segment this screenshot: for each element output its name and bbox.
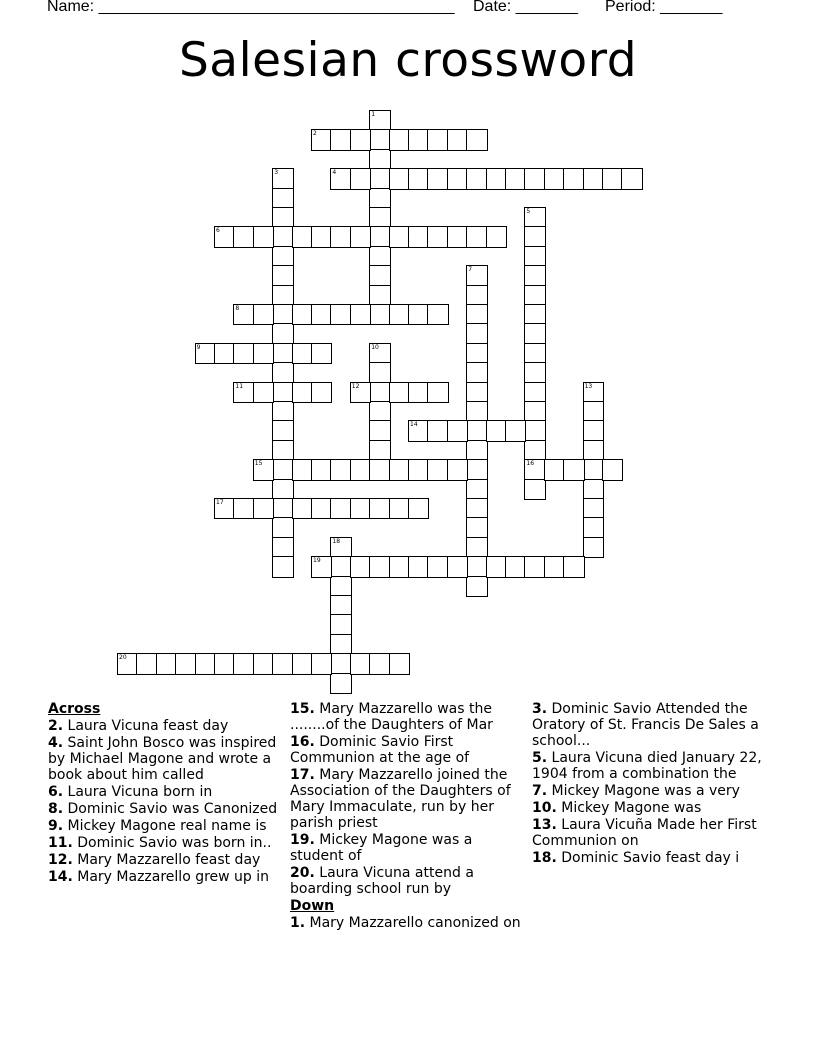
grid-cell[interactable] xyxy=(272,285,293,306)
cell-number: 3 xyxy=(274,169,279,177)
clue-number: 7. xyxy=(532,783,548,799)
grid-cell[interactable] xyxy=(272,498,293,519)
grid-cell[interactable] xyxy=(311,459,332,480)
clue-number: 8. xyxy=(48,801,64,817)
grid-cell[interactable] xyxy=(583,459,604,480)
grid-cell[interactable] xyxy=(195,653,216,674)
grid-cell[interactable] xyxy=(427,556,448,577)
clue-number: 13. xyxy=(532,817,557,833)
grid-cell[interactable] xyxy=(583,537,604,558)
grid-cell[interactable] xyxy=(466,304,487,325)
clue-number: 14. xyxy=(48,869,73,885)
grid-cell[interactable] xyxy=(272,188,293,209)
grid-cell[interactable] xyxy=(408,304,429,325)
grid-cell[interactable] xyxy=(272,362,293,383)
grid-cell[interactable] xyxy=(563,168,584,189)
grid-cell[interactable] xyxy=(253,653,274,674)
grid-cell[interactable] xyxy=(272,556,293,577)
grid-cell[interactable] xyxy=(272,517,293,538)
clue-text: Dominic Savio was Canonized xyxy=(63,801,278,817)
grid-cell[interactable] xyxy=(330,459,351,480)
grid-cell[interactable] xyxy=(272,420,293,441)
grid-cell[interactable] xyxy=(272,653,293,674)
cell-number: 6 xyxy=(216,227,220,235)
grid-cell[interactable] xyxy=(466,401,487,422)
clue-number: 5. xyxy=(532,750,548,766)
grid-cell[interactable] xyxy=(544,168,565,189)
grid-cell[interactable] xyxy=(447,420,468,441)
grid-cell[interactable] xyxy=(350,129,371,150)
grid-cell[interactable] xyxy=(272,459,293,480)
grid-cell[interactable] xyxy=(486,226,507,247)
grid-cell[interactable] xyxy=(389,459,410,480)
grid-cell[interactable] xyxy=(524,343,545,364)
grid-cell[interactable] xyxy=(524,226,545,247)
clue-number: 3. xyxy=(532,701,548,717)
grid-cell[interactable] xyxy=(233,653,254,674)
grid-cell[interactable] xyxy=(389,129,410,150)
grid-cell[interactable] xyxy=(253,498,274,519)
grid-cell[interactable] xyxy=(369,401,390,422)
down-heading: Down xyxy=(290,898,335,914)
clue-item xyxy=(290,865,526,897)
clue-text: Mary Mazzarello feast day xyxy=(72,852,261,868)
grid-cell[interactable] xyxy=(233,343,254,364)
across-heading: Across xyxy=(48,701,101,717)
grid-cell[interactable] xyxy=(389,226,410,247)
grid-cell[interactable] xyxy=(369,129,390,150)
grid-cell[interactable] xyxy=(233,226,254,247)
grid-cell[interactable] xyxy=(621,168,642,189)
grid-cell[interactable] xyxy=(311,498,332,519)
grid-cell[interactable] xyxy=(447,168,468,189)
grid-cell[interactable] xyxy=(544,459,565,480)
clue-text: Dominic Savio Attended the Oratory of St. Francis De Sales a school... xyxy=(532,701,759,749)
grid-cell[interactable] xyxy=(272,382,293,403)
grid-cell[interactable] xyxy=(524,362,545,383)
grid-cell[interactable] xyxy=(486,168,507,189)
grid-cell[interactable] xyxy=(466,479,487,500)
grid-cell[interactable] xyxy=(583,168,604,189)
clue-text: Mary Mazzarello was the ........of the Daughters of Mar xyxy=(290,701,493,733)
grid-cell[interactable] xyxy=(466,576,487,597)
grid-cell[interactable] xyxy=(427,382,448,403)
clue-number: 18. xyxy=(532,850,557,866)
grid-cell[interactable] xyxy=(214,343,235,364)
clue-text: Laura Vicuna died January 22, 1904 from a combination the xyxy=(532,750,762,782)
grid-cell[interactable] xyxy=(408,556,429,577)
clue-text: Laura Vicuna born in xyxy=(63,784,213,800)
clue-number: 10. xyxy=(532,800,557,816)
grid-cell[interactable] xyxy=(524,556,545,577)
clue-text: Mickey Magone was a very xyxy=(547,783,740,799)
grid-cell[interactable] xyxy=(311,653,332,674)
grid-cell[interactable] xyxy=(233,498,254,519)
grid-cell[interactable] xyxy=(524,440,545,461)
clue-item xyxy=(48,818,286,834)
grid-cell[interactable] xyxy=(253,343,274,364)
grid-cell[interactable] xyxy=(369,653,390,674)
grid-cell[interactable] xyxy=(253,226,274,247)
grid-cell[interactable] xyxy=(369,149,390,170)
grid-cell[interactable] xyxy=(389,304,410,325)
grid-cell[interactable] xyxy=(466,537,487,558)
clue-number: 20. xyxy=(290,865,315,881)
grid-cell[interactable] xyxy=(330,304,351,325)
cell-number: 12 xyxy=(351,382,360,390)
grid-cell[interactable] xyxy=(466,382,487,403)
clue-number: 2. xyxy=(48,718,64,734)
grid-cell[interactable] xyxy=(136,653,157,674)
grid-cell[interactable] xyxy=(272,265,293,286)
grid-cell[interactable] xyxy=(292,304,313,325)
clues-column-1 xyxy=(48,701,286,886)
clue-number: 12. xyxy=(48,852,73,868)
grid-cell[interactable] xyxy=(447,226,468,247)
grid-cell[interactable] xyxy=(408,459,429,480)
grid-cell[interactable] xyxy=(524,304,545,325)
grid-cell[interactable] xyxy=(466,498,487,519)
grid-cell[interactable] xyxy=(524,420,545,441)
clue-item xyxy=(48,718,286,734)
clue-number: 16. xyxy=(290,734,315,750)
grid-cell[interactable] xyxy=(427,129,448,150)
grid-cell[interactable] xyxy=(524,246,545,267)
grid-cell[interactable] xyxy=(369,188,390,209)
grid-cell[interactable] xyxy=(447,459,468,480)
grid-cell[interactable] xyxy=(369,226,390,247)
grid-cell[interactable] xyxy=(272,304,293,325)
grid-cell[interactable] xyxy=(408,382,429,403)
clue-item xyxy=(290,734,526,766)
clue-text: Mary Mazzarello joined the Association of the Daughters of Mary Immaculate, run by her parish priest xyxy=(290,767,511,831)
grid-cell[interactable] xyxy=(427,459,448,480)
grid-cell[interactable] xyxy=(350,226,371,247)
clue-item xyxy=(48,784,286,800)
grid-cell[interactable] xyxy=(350,498,371,519)
clue-item xyxy=(48,835,286,851)
grid-cell[interactable] xyxy=(524,401,545,422)
grid-cell[interactable] xyxy=(253,304,274,325)
grid-cell[interactable] xyxy=(466,517,487,538)
grid-cell[interactable] xyxy=(524,479,545,500)
clues-column-3 xyxy=(532,701,772,867)
clue-text: Mickey Magone was xyxy=(556,800,702,816)
grid-cell[interactable] xyxy=(369,382,390,403)
clues-column-2 xyxy=(290,701,526,932)
grid-cell[interactable] xyxy=(350,653,371,674)
grid-cell[interactable] xyxy=(583,440,604,461)
grid-cell[interactable] xyxy=(408,498,429,519)
grid-cell[interactable] xyxy=(350,556,371,577)
grid-cell[interactable] xyxy=(427,168,448,189)
grid-cell[interactable] xyxy=(214,653,235,674)
grid-cell[interactable] xyxy=(583,517,604,538)
clue-text: Mary Mazzarello grew up in xyxy=(72,869,270,885)
date-field: Date: _______ xyxy=(473,0,578,15)
grid-cell[interactable] xyxy=(427,226,448,247)
grid-cell[interactable] xyxy=(466,343,487,364)
grid-cell[interactable] xyxy=(447,129,468,150)
grid-cell[interactable] xyxy=(544,556,565,577)
grid-cell[interactable] xyxy=(602,459,623,480)
grid-cell[interactable] xyxy=(272,343,293,364)
grid-cell[interactable] xyxy=(369,440,390,461)
clue-item xyxy=(532,701,772,749)
grid-cell[interactable] xyxy=(466,323,487,344)
clue-text: Saint John Bosco was inspired by Michael Magone and wrote a book about him called xyxy=(48,735,277,783)
clue-text: Mary Mazzarello canonized on xyxy=(305,915,521,931)
grid-cell[interactable] xyxy=(524,265,545,286)
grid-cell[interactable] xyxy=(369,420,390,441)
clue-text: Dominic Savio feast day i xyxy=(556,850,740,866)
clue-number: 17. xyxy=(290,767,315,783)
grid-cell[interactable] xyxy=(292,459,313,480)
grid-cell[interactable] xyxy=(330,226,351,247)
cell-number: 9 xyxy=(196,343,201,351)
grid-cell[interactable] xyxy=(311,304,332,325)
clue-item xyxy=(290,832,526,864)
grid-cell[interactable] xyxy=(486,556,507,577)
cell-number: 15 xyxy=(254,460,263,468)
grid-cell[interactable] xyxy=(505,556,526,577)
clue-text: Mickey Magone was a student of xyxy=(290,832,473,864)
grid-cell[interactable] xyxy=(524,285,545,306)
cell-number: 11 xyxy=(235,382,244,390)
clue-item xyxy=(48,869,286,885)
grid-cell[interactable] xyxy=(272,440,293,461)
name-field: Name: ________________________________________ xyxy=(47,0,455,15)
clue-item xyxy=(290,701,526,733)
clue-item xyxy=(290,767,526,831)
grid-cell[interactable] xyxy=(272,226,293,247)
grid-cell[interactable] xyxy=(427,420,448,441)
cell-number: 5 xyxy=(526,208,531,215)
grid-cell[interactable] xyxy=(350,459,371,480)
grid-cell[interactable] xyxy=(524,382,545,403)
grid-cell[interactable] xyxy=(583,479,604,500)
grid-cell[interactable] xyxy=(350,304,371,325)
grid-cell[interactable] xyxy=(486,420,507,441)
clue-text: Laura Vicuna attend a boarding school run by xyxy=(290,865,474,897)
clue-number: 9. xyxy=(48,818,64,834)
cell-number: 4 xyxy=(332,169,337,177)
grid-cell[interactable] xyxy=(292,382,313,403)
grid-cell[interactable] xyxy=(466,556,487,577)
cell-number: 19 xyxy=(313,557,321,565)
grid-cell[interactable] xyxy=(369,362,390,383)
grid-cell[interactable] xyxy=(330,634,351,655)
clue-item xyxy=(532,750,772,782)
grid-cell[interactable] xyxy=(272,479,293,500)
cell-number: 1 xyxy=(371,111,376,118)
clue-number: 6. xyxy=(48,784,64,800)
clue-text: Dominic Savio was born in.. xyxy=(72,835,272,851)
grid-cell[interactable] xyxy=(369,304,390,325)
grid-cell[interactable] xyxy=(272,246,293,267)
grid-cell[interactable] xyxy=(272,401,293,422)
grid-cell[interactable] xyxy=(350,168,371,189)
grid-cell[interactable] xyxy=(369,459,390,480)
grid-cell[interactable] xyxy=(583,498,604,519)
clue-item xyxy=(48,801,286,817)
page-title: Salesian crossword xyxy=(178,33,638,88)
grid-cell[interactable] xyxy=(330,576,351,597)
grid-cell[interactable] xyxy=(175,653,196,674)
grid-cell[interactable] xyxy=(466,362,487,383)
grid-cell[interactable] xyxy=(311,382,332,403)
grid-cell[interactable] xyxy=(466,285,487,306)
cell-number: 17 xyxy=(216,499,224,506)
grid-cell[interactable] xyxy=(563,459,584,480)
grid-cell[interactable] xyxy=(427,304,448,325)
clue-item xyxy=(48,852,286,868)
grid-cell[interactable] xyxy=(292,498,313,519)
grid-cell[interactable] xyxy=(369,265,390,286)
grid-cell[interactable] xyxy=(330,556,351,577)
clue-number: 11. xyxy=(48,835,73,851)
grid-cell[interactable] xyxy=(389,556,410,577)
grid-cell[interactable] xyxy=(272,323,293,344)
grid-cell[interactable] xyxy=(583,401,604,422)
clue-number: 15. xyxy=(290,701,315,717)
grid-cell[interactable] xyxy=(311,226,332,247)
cell-number: 14 xyxy=(410,421,418,429)
period-field: Period: _______ xyxy=(605,0,723,15)
grid-cell[interactable] xyxy=(330,653,351,674)
grid-cell[interactable] xyxy=(369,207,390,228)
grid-cell[interactable] xyxy=(602,168,623,189)
grid-cell[interactable] xyxy=(466,226,487,247)
grid-cell[interactable] xyxy=(466,168,487,189)
grid-cell[interactable] xyxy=(253,382,274,403)
grid-cell[interactable] xyxy=(369,168,390,189)
clue-item xyxy=(532,850,772,866)
grid-cell[interactable] xyxy=(389,382,410,403)
cell-number: 2 xyxy=(313,130,317,138)
clue-text: Mickey Magone real name is xyxy=(63,818,267,834)
grid-cell[interactable] xyxy=(389,498,410,519)
grid-cell[interactable] xyxy=(408,129,429,150)
grid-cell[interactable] xyxy=(272,207,293,228)
grid-cell[interactable] xyxy=(330,498,351,519)
clue-item xyxy=(532,783,772,799)
grid-cell[interactable] xyxy=(466,420,487,441)
grid-cell[interactable] xyxy=(330,595,351,616)
cell-number: 8 xyxy=(235,305,240,312)
cell-number: 10 xyxy=(371,343,379,351)
clue-text: Laura Vicuna feast day xyxy=(63,718,229,734)
grid-cell[interactable] xyxy=(466,129,487,150)
cell-number: 7 xyxy=(468,266,473,274)
clue-number: 19. xyxy=(290,832,315,848)
grid-cell[interactable] xyxy=(505,420,526,441)
clue-item xyxy=(290,915,526,931)
clue-number: 4. xyxy=(48,735,64,751)
grid-cell[interactable] xyxy=(272,537,293,558)
clue-item xyxy=(48,735,286,783)
grid-cell[interactable] xyxy=(330,129,351,150)
grid-cell[interactable] xyxy=(292,226,313,247)
grid-cell[interactable] xyxy=(408,226,429,247)
grid-cell[interactable] xyxy=(369,246,390,267)
grid-cell[interactable] xyxy=(466,459,487,480)
grid-cell[interactable] xyxy=(311,343,332,364)
grid-cell[interactable] xyxy=(563,556,584,577)
grid-cell[interactable] xyxy=(330,614,351,635)
grid-cell[interactable] xyxy=(389,653,410,674)
grid-cell[interactable] xyxy=(466,440,487,461)
clue-text: Laura Vicuña Made her First Communion on xyxy=(532,817,757,849)
clue-item xyxy=(532,800,772,816)
grid-cell[interactable] xyxy=(524,168,545,189)
grid-cell[interactable] xyxy=(156,653,177,674)
grid-cell[interactable] xyxy=(369,556,390,577)
grid-cell[interactable] xyxy=(447,556,468,577)
grid-cell[interactable] xyxy=(524,323,545,344)
grid-cell[interactable] xyxy=(292,343,313,364)
clue-item xyxy=(532,817,772,849)
grid-cell[interactable] xyxy=(330,673,351,694)
grid-cell[interactable] xyxy=(583,420,604,441)
grid-cell[interactable] xyxy=(369,498,390,519)
cell-number: 16 xyxy=(526,460,535,468)
cell-number: 20 xyxy=(119,654,127,662)
clue-text: Dominic Savio First Communion at the age of xyxy=(290,734,470,766)
cell-number: 13 xyxy=(584,382,593,390)
grid-cell[interactable] xyxy=(408,168,429,189)
grid-cell[interactable] xyxy=(505,168,526,189)
grid-cell[interactable] xyxy=(292,653,313,674)
clue-number: 1. xyxy=(290,915,306,931)
cell-number: 18 xyxy=(332,537,341,545)
grid-cell[interactable] xyxy=(369,285,390,306)
grid-cell[interactable] xyxy=(389,168,410,189)
